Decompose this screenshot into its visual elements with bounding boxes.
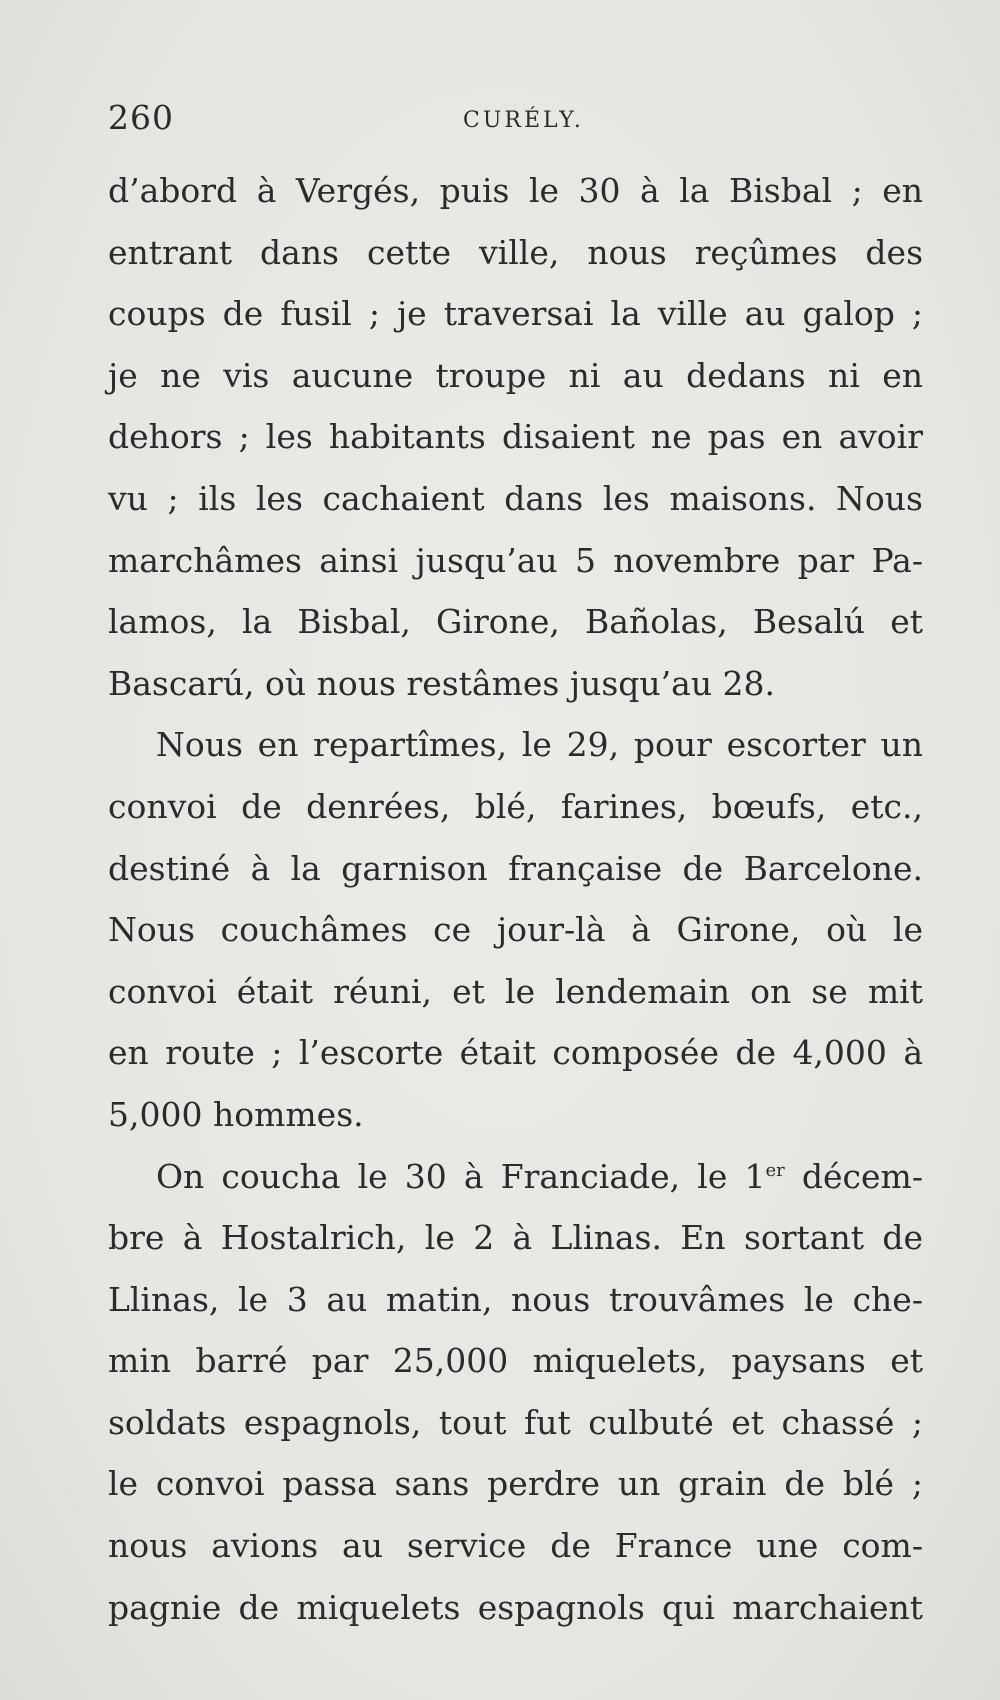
text-fragment: décem- [784,1156,923,1196]
text-line: nous avions au service de France une com- [108,1526,923,1566]
text-line: d’abord à Vergés, puis le 30 à la Bisbal ; en [108,171,923,210]
text-line: coups de fusil ; je traversai la ville au galop ; [108,294,923,334]
page-number: 260 [108,98,174,137]
text-line: lamos, la Bisbal, Girone, Bañolas, Besalú et [108,602,923,642]
text-line: marchâmes ainsi jusqu’au 5 novembre par Pa- [108,540,923,580]
text-line: pagnie de miquelets espagnols qui marchaient [108,1587,923,1627]
text-line: le convoi passa sans perdre un grain de blé ; [108,1464,923,1504]
text-line: entrant dans cette ville, nous reçûmes des [108,232,923,272]
text-line: destiné à la garnison française de Barcelone. [108,848,923,888]
text-line: bre à Hostalrich, le 2 à Llinas. En sortant de [108,1218,923,1258]
text-line: soldats espagnols, tout fut culbuté et chassé ; [108,1402,923,1442]
text-line: Bascarú, où nous restâmes jusqu’au 28. [108,663,776,703]
text-line: je ne vis aucune troupe ni au dedans ni en [108,355,923,395]
text-line-with-superscript [108,1146,923,1208]
text-line: Nous en repartîmes, le 29, pour escorter un [156,725,923,765]
text-line: min barré par 25,000 miquelets, paysans et [108,1341,923,1381]
text-line: Llinas, le 3 au matin, nous trouvâmes le che- [108,1279,923,1319]
text-line: convoi était réuni, et le lendemain on se mit [108,971,923,1011]
text-line: dehors ; les habitants disaient ne pas en avoir [108,417,923,457]
superscript: er [765,1159,785,1181]
text-line: Nous couchâmes ce jour-là à Girone, où le [108,910,923,950]
text-line: convoi de denrées, blé, farines, bœufs, etc., [108,786,923,826]
text-line: 5,000 hommes. [108,1094,364,1134]
page-header [108,98,938,148]
text-line: en route ; l’escorte était composée de 4,000 à [108,1033,923,1073]
text-line: vu ; ils les cachaient dans les maisons. Nous [108,478,923,518]
body-text [108,160,923,1638]
text-fragment: On coucha le 30 à Franciade, le 1 [156,1156,766,1196]
running-head: CURÉLY. [463,108,584,133]
